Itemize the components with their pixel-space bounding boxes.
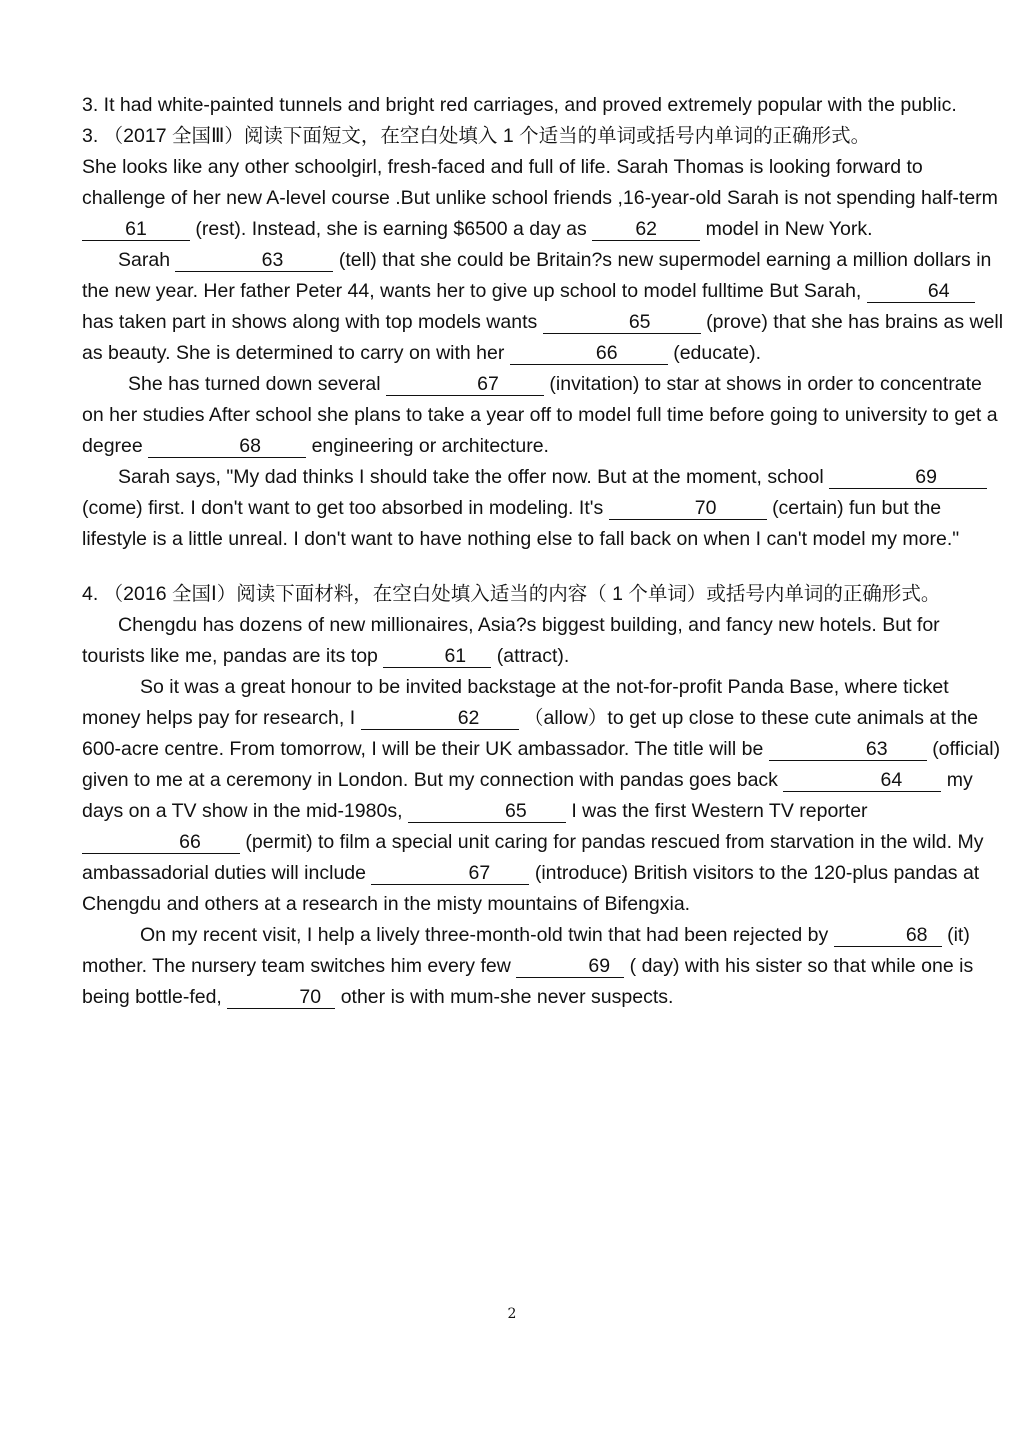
passage2-paragraph1: Chengdu has dozens of new millionaires, Asia?s biggest building, and fancy new hotels. But for tourists like me, pandas are its top 61 (attract). — [82, 614, 940, 667]
blank-64[interactable]: 64 — [867, 280, 975, 303]
blank-69[interactable]: 69 — [516, 955, 624, 978]
blank-67[interactable]: 67 — [371, 862, 529, 885]
blank-64[interactable]: 64 — [783, 769, 941, 792]
blank-68[interactable]: 68 — [834, 924, 942, 947]
passage1-paragraph1: She looks like any other schoolgirl, fresh-faced and full of life. Sarah Thomas is looking forward to challenge of her new A-level course .But unlike school friends ,16-year-old Sarah is not spending half-term 61 (rest). Instead, she is earning $6500 a day as 62 model in New York. — [82, 156, 998, 240]
blank-65[interactable]: 65 — [543, 311, 701, 334]
blank-65[interactable]: 65 — [408, 800, 566, 823]
passage1-paragraph4: Sarah says, "My dad thinks I should take the offer now. But at the moment, school 69 (come) first. I don't want to get too absorbed in modeling. It's 70 (certain) fun but the lifestyle is a little unreal. I don't want to have nothing else to fall back on when I can't model my more." — [82, 462, 1004, 555]
blank-68[interactable]: 68 — [148, 435, 306, 458]
blank-70[interactable]: 70 — [227, 986, 335, 1009]
intro-sentence: 3. It had white-painted tunnels and bright red carriages, and proved extremely popular with the public. — [82, 94, 957, 116]
blank-63[interactable]: 63 — [175, 249, 333, 272]
section-spacer — [82, 555, 1004, 579]
blank-61[interactable]: 61 — [82, 218, 190, 241]
page-number: 2 — [507, 1306, 517, 1322]
blank-62[interactable]: 62 — [361, 707, 519, 730]
section-heading-2016: 4. （2016 全国Ⅰ）阅读下面材料，在空白处填入适当的内容（ 1 个单词）或括号内单词的正确形式。 — [82, 583, 941, 605]
blank-63[interactable]: 63 — [769, 738, 927, 761]
passage2-paragraph3: On my recent visit, I help a lively three-month-old twin that had been rejected by 68 (it) mother. The nursery team switches him every few 69 ( day) with his sister so that while one is being bottle-fed, 70 other is with mum-she never suspects. — [82, 924, 974, 1008]
document-body — [82, 90, 1004, 1013]
blank-61[interactable]: 61 — [383, 645, 491, 668]
section-heading-2017: 3. （2017 全国Ⅲ）阅读下面短文，在空白处填入 1 个适当的单词或括号内单词的正确形式。 — [82, 125, 871, 147]
blank-62[interactable]: 62 — [592, 218, 700, 241]
passage2-paragraph2: So it was a great honour to be invited backstage at the not-for-profit Panda Base, where ticket money helps pay for research, I 62 （allow）to get up close to these cute animals at the 600-acre centre. From tomorrow, I will be their UK ambassador. The title will be 63 (official) given to me at a ceremony in London. But my connection with pandas goes back 64 my days on a TV show in the mid-1980s, 65 I was the first Western TV reporter 66 (permit) to film a special unit caring for pandas rescued from starvation in the wild. My ambassadorial duties will include 67 (introduce) British visitors to the 120-plus pandas at Chengdu and others at a research in the misty mountains of Bifengxia. — [82, 676, 1001, 915]
blank-67[interactable]: 67 — [386, 373, 544, 396]
blank-70[interactable]: 70 — [609, 497, 767, 520]
blank-69[interactable]: 69 — [829, 466, 987, 489]
passage1-paragraph3: She has turned down several 67 (invitation) to star at shows in order to concentrate on her studies After school she plans to take a year off to model full time before going to university to get a degree 68 engineering or architecture. — [82, 373, 998, 457]
passage1-paragraph2: Sarah 63 (tell) that she could be Britain?s new supermodel earning a million dollars in the new year. Her father Peter 44, wants her to give up school to model fulltime But Sarah, 64 has taken part in shows along with top models wants 65 (prove) that she has brains as well as beauty. She is determined to carry on with her 66 (educate). — [82, 249, 1004, 364]
blank-66[interactable]: 66 — [82, 831, 240, 854]
blank-66[interactable]: 66 — [510, 342, 668, 365]
